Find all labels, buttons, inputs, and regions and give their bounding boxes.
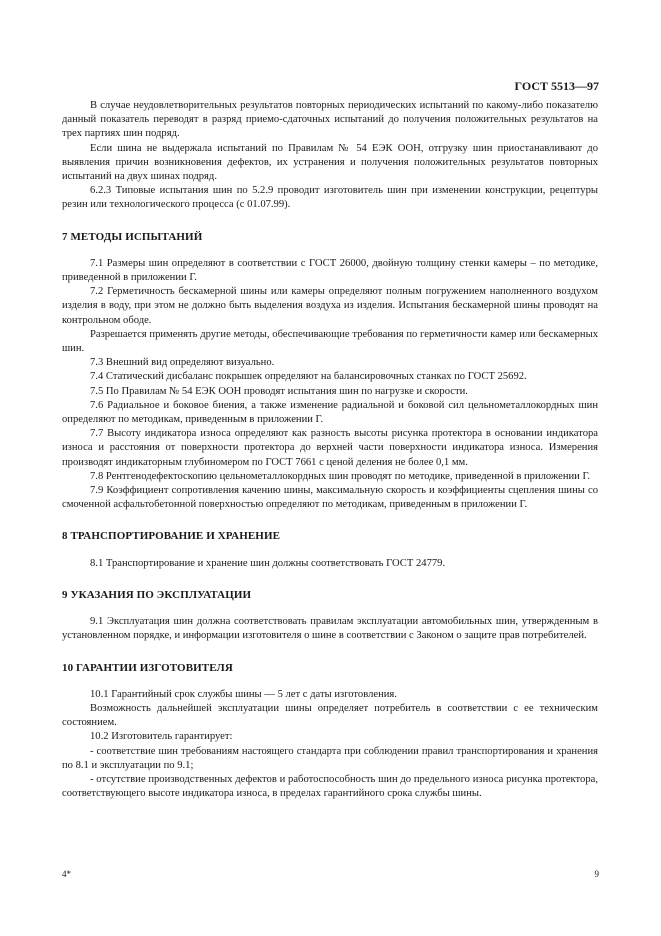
section-8-heading: 8 ТРАНСПОРТИРОВАНИЕ И ХРАНЕНИЕ [62,530,281,543]
paragraph: Разрешается применять другие методы, обеспечивающие требования по герметичности камер или бескамерных шин. [62,328,598,355]
list-item: - отсутствие производственных дефектов и работоспособность шин до предельного износа рисунка протектора, соответствующего высоте индикатора износа, в пределах гарантийного срока службы шины. [62,773,598,800]
paragraph: Возможность дальнейшей эксплуатации шины определяет потребитель в соответствии с ее техническим состоянием. [62,702,598,729]
clause-7-1: 7.1 Размеры шин определяют в соответствии с ГОСТ 26000, двойную толщину стенки камеры – по методике, приведенной в приложении Г. [62,257,598,284]
clause-9-1: 9.1 Эксплуатация шин должна соответствовать правилам эксплуатации автомобильных шин, утвержденным в установленном порядке, и информации изготовителя о шине в соответствии с Законом о защите прав потребителей. [62,616,598,642]
clause-7-9: 7.9 Коэффициент сопротивления качению шины, максимальную скорость и коэффициенты сцепления шины со смоченной асфальтобетонной поверхностью определяют по методикам, приведенным в приложении Г. [62,485,598,511]
footer-mark: 4* [62,869,71,879]
paragraph: В случае неудовлетворительных результатов повторных периодических испытаний по какому-либо показателю данный показатель переводят в разряд приемо-сдаточных испытаний до получения положительных результатов на трех партиях шин подряд. [62,100,598,140]
section-9-heading: 9 УКАЗАНИЯ ПО ЭКСПЛУАТАЦИИ [62,588,252,601]
paragraph: 6.2.3 Типовые испытания шин по 5.2.9 проводит изготовитель шин при изменении конструкции, рецептуры резин или технологического процесса (с 01.07.99). [62,185,598,211]
clause-8-1: 8.1 Транспортирование и хранение шин должны соответствовать ГОСТ 24779. [90,557,446,569]
section-7-heading: 7 МЕТОДЫ ИСПЫТАНИЙ [62,230,203,243]
clause-7-3: 7.3 Внешний вид определяют визуально. [90,357,275,369]
paragraph: Если шина не выдержала испытаний по Правилам № 54 ЕЭК ООН, отгрузку шин приостанавливают до выявления причин возникновения дефектов, их устранения и получения положительных результатов повторных испытаний на двух шинах подряд. [62,142,598,183]
clause-10-2: 10.2 Изготовитель гарантирует: [90,731,233,743]
document-code-header: ГОСТ 5513—97 [514,79,599,93]
clause-7-6: 7.6 Радиальное и боковое биения, а также изменение радиальной и боковой сил цельнометаллокордных шин определяют по методикам, приведенным в приложении Г. [62,399,598,426]
clause-7-5: 7.5 По Правилам № 54 ЕЭК ООН проводят испытания шин по нагрузке и скорости. [90,385,468,397]
document-body [62,99,598,801]
section-10-heading: 10 ГАРАНТИИ ИЗГОТОВИТЕЛЯ [62,661,233,674]
clause-7-7: 7.7 Высоту индикатора износа определяют как разность высоты рисунка протектора в основании индикатора износа и расстояния от поверхности протектора до верхней части поверхности индикатора износа. Измерения производят индикаторным глубиномером по ГОСТ 7661 с ценой деления не более 0,1 мм. [62,428,598,468]
clause-7-2: 7.2 Герметичность бескамерной шины или камеры определяют полным погружением наполненного воздухом изделия в воду, при этом не должно быть выделения воздуха из изделия. Испытания бескамерной шины проводят на контрольном ободе. [62,286,598,326]
clause-7-4: 7.4 Статический дисбаланс покрышек определяют на балансировочных станках по ГОСТ 25692. [90,371,527,383]
clause-10-1: 10.1 Гарантийный срок службы шины — 5 лет с даты изготовления. [90,688,397,700]
list-item: - соответствие шин требованиям настоящего стандарта при соблюдении правил транспортирования и хранения по 8.1 и эксплуатации по 9.1; [62,745,598,771]
page-number: 9 [594,869,599,879]
clause-7-8: 7.8 Рентгенодефектоскопию цельнометаллокордных шин проводят по методике, приведенной в приложении Г. [90,470,591,482]
